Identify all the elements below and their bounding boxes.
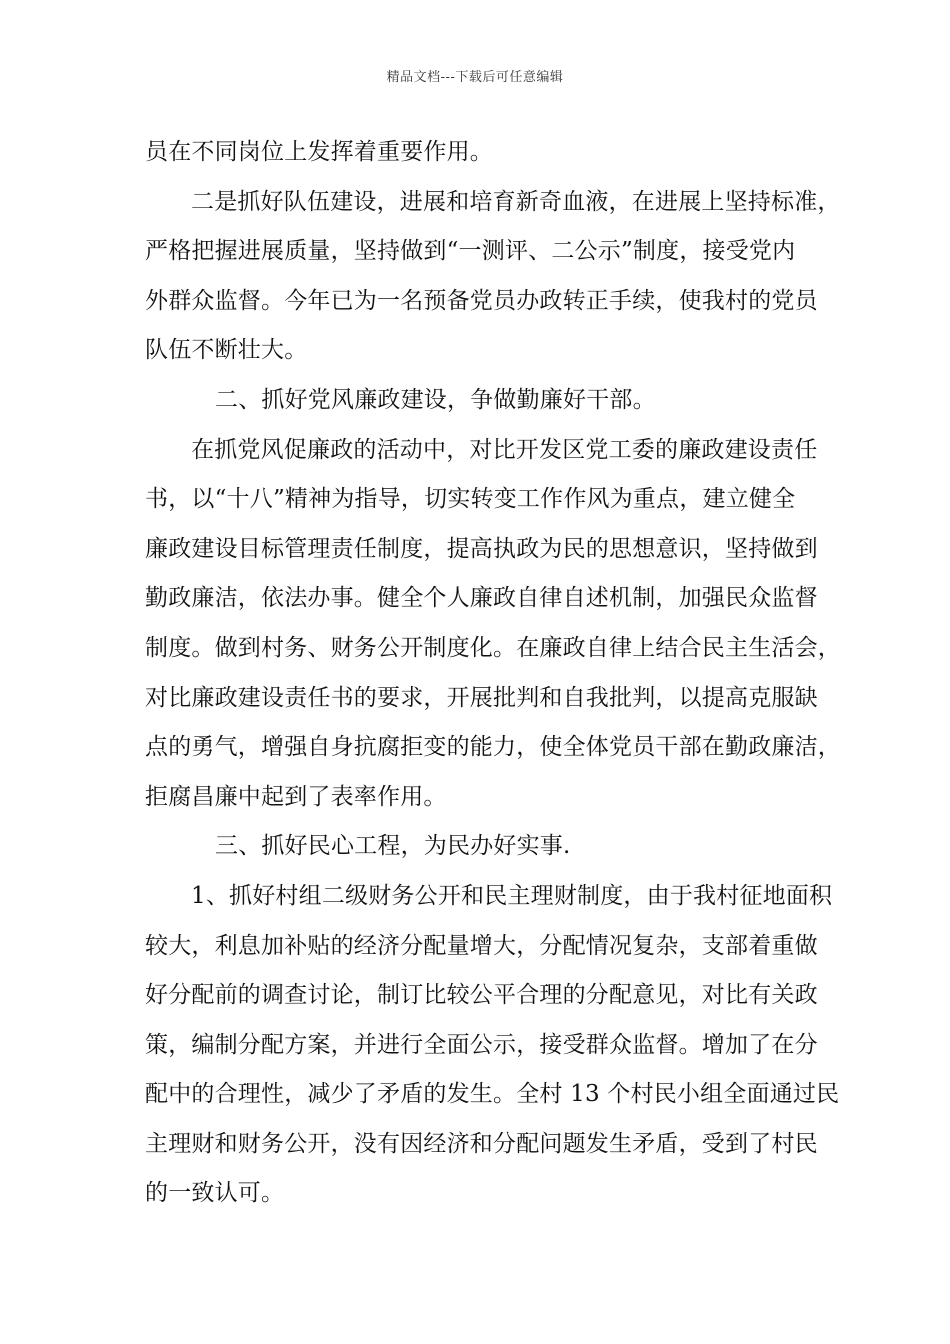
text-line: 外群众监督。今年已为一名预备党员办政转正手续，使我村的党员 xyxy=(145,287,818,314)
page-header: 精品文档---下载后可任意编辑 xyxy=(386,70,564,85)
text-line: 拒腐昌廉中起到了表率作用。 xyxy=(145,783,447,810)
text-line: 对比廉政建设责任书的要求，开展批判和自我批判，以提高克服缺 xyxy=(145,684,818,711)
text-line: 策，编制分配方案，并进行全面公示，接受群众监督。增加了在分 xyxy=(145,1031,818,1058)
text-line: 严格把握进展质量，坚持做到“一测评、二公示”制度，接受党内 xyxy=(145,238,796,265)
text-line: 较大，利息加补贴的经济分配量增大，分配情况复杂，支部着重做 xyxy=(145,932,818,959)
text-line: 的一致认可。 xyxy=(145,1180,285,1207)
text-line: 员在不同岗位上发挥着重要作用。 xyxy=(145,139,493,165)
text-line: 廉政建设目标管理责任制度，提高执政为民的思想意识，坚持做到 xyxy=(145,535,818,562)
paragraph-first-line: 1、抓好村组二级财务公开和民主理财制度，由于我村征地面积 xyxy=(191,882,833,909)
section-heading: 三、抓好民心工程，为民办好实事. xyxy=(215,833,571,860)
text-line: 队伍不断壮大。 xyxy=(145,337,308,364)
paragraph-first-line: 二是抓好队伍建设，进展和培育新奇血液，在进展上坚持标准， xyxy=(191,188,841,215)
text-line: 书，以“十八”精神为指导，切实转变工作作风为重点，建立健全 xyxy=(145,486,796,513)
text-line: 点的勇气，增强自身抗腐拒变的能力，使全体党员干部在勤政廉洁， xyxy=(145,734,841,761)
text-line: 主理财和财务公开，没有因经济和分配问题发生矛盾，受到了村民 xyxy=(145,1130,818,1157)
document-body xyxy=(145,128,841,1219)
section-heading: 二、抓好党风廉政建设，争做勤廉好干部。 xyxy=(215,386,656,413)
paragraph-first-line: 在抓党风促廉政的活动中，对比开发区党工委的廉政建设责任 xyxy=(191,436,818,463)
text-line: 配中的合理性，减少了矛盾的发生。全村 13 个村民小组全面通过民 xyxy=(145,1081,840,1108)
text-line: 好分配前的调查讨论，制订比较公平合理的分配意见，对比有关政 xyxy=(145,982,818,1009)
text-line: 制度。做到村务、财务公开制度化。在廉政自律上结合民主生活会， xyxy=(145,634,841,661)
text-line: 勤政廉洁，依法办事。健全个人廉政自律自述机制，加强民众监督 xyxy=(145,585,818,612)
